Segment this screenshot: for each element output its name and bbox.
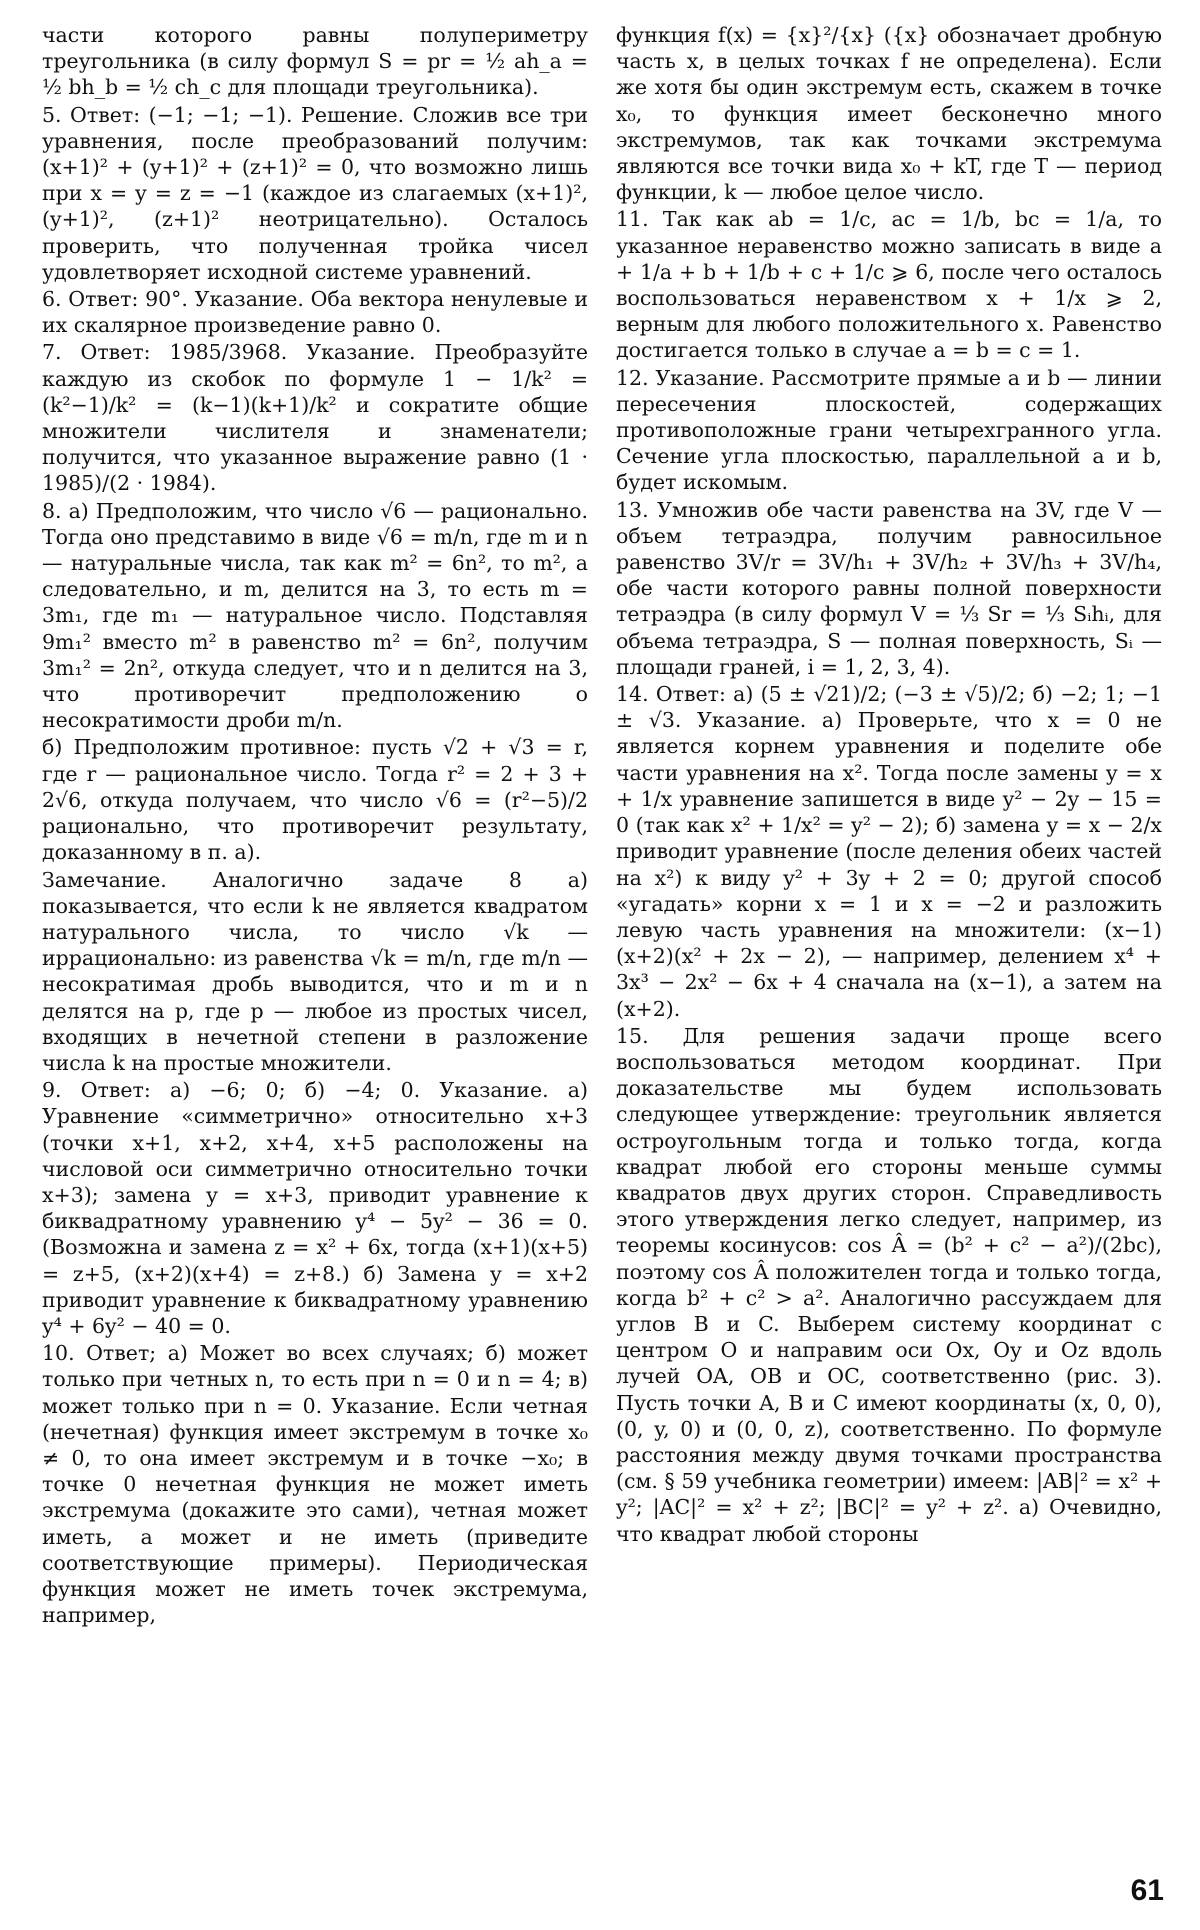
answer-6: 6. Ответ: 90°. Указание. Оба вектора ненулевые и их скалярное произведение равно 0. (42, 287, 588, 338)
answer-11: 11. Так как ab = 1/c, ac = 1/b, bc = 1/a, то указанное неравенство можно записать в виде a + 1/a + b + 1/b + c + 1/c ⩾ 6, после чего осталось воспользоваться неравенством x + 1/x ⩾ 2, верным для любого положительного x. Равенство достигается только в случае a = b = c = 1. (616, 207, 1162, 363)
right-column (616, 22, 1162, 1548)
left-column (42, 22, 588, 1629)
answer-15: 15. Для решения задачи проще всего воспользоваться методом координат. При доказательстве мы будем использовать следующее утверждение: треугольник является остроугольным тогда и только тогда, когда квадрат любой его стороны меньше суммы квадратов двух других сторон. Справедливость этого утверждения легко следует, например, из теоремы косинусов: cos Â = (b² + c² − a²)/(2bc), поэтому cos Â положителен тогда и только тогда, когда b² + c² > a². Аналогично рассуждаем для углов B и C. Выберем систему координат с центром O и направим оси Ox, Oy и Oz вдоль лучей OA, OB и OC, соответственно (рис. 3). Пусть точки A, B и C имеют координаты (x, 0, 0), (0, y, 0) и (0, 0, z), соответственно. По формуле расстояния между двумя точками пространства (см. § 59 учебника геометрии) имеем: |AB|² = x² + y²; |AC|² = x² + z²; |BC|² = y² + z². а) Очевидно, что квадрат любой стороны (616, 1023, 1162, 1546)
answer-13: 13. Умножив обе части равенства на 3V, где V — объем тетраэдра, получим равносильное равенство 3V/r = 3V/h₁ + 3V/h₂ + 3V/h₃ + 3V/h₄, обе части которого равны полной поверхности тетраэдра (в силу формул V = ⅓ Sr = ⅓ Sᵢhᵢ, для объема тетраэдра, S — полная поверхность, Sᵢ — площади граней, i = 1, 2, 3, 4). (616, 497, 1162, 679)
remark-8: Замечание. Аналогично задаче 8 а) показывается, что если k не является квадратом натурального числа, то число √k — иррационально: из равенства √k = m/n, где m/n — несократимая дробь выводится, что и m и n делятся на p, где p — любое из простых чисел, входящих в нечетной степени в разложение числа k на простые множители. (42, 867, 588, 1075)
answer-14: 14. Ответ: а) (5 ± √21)/2; (−3 ± √5)/2; б) −2; 1; −1 ± √3. Указание. а) Проверьте, что x = 0 не является корнем уравнения и поделите обе части уравнения на x². Тогда после замены y = x + 1/x уравнение запишется в виде y² − 2y − 15 = 0 (так как x² + 1/x² = y² − 2); б) замена y = x − 2/x приводит уравнение (после деления обеих частей на x²) к виду y² + 3y + 2 = 0; другой способ «угадать» корни x = 1 и x = −2 и разложить левую часть уравнения на множители: (x−1)(x+2)(x² + 2x − 2), — например, делением x⁴ + 3x³ − 2x² − 6x + 4 сначала на (x−1), а затем на (x+2). (616, 682, 1162, 1021)
answer-5: 5. Ответ: (−1; −1; −1). Решение. Сложив все три уравнения, после преобразований получим: (x+1)² + (y+1)² + (z+1)² = 0, что возможно лишь при x = y = z = −1 (каждое из слагаемых (x+1)², (y+1)², (z+1)² неотрицательно). Осталось проверить, что полученная тройка чисел удовлетворяет исходной системе уравнений. (42, 102, 588, 284)
paragraph-area-formula: части которого равны полупериметру треугольника (в силу формул S = pr = ½ ah_a = ½ bh_b = ½ ch_c для площади треугольника). (42, 23, 588, 100)
answer-10: 10. Ответ; а) Может во всех случаях; б) может только при четных n, то есть при n = 0 и n = 4; в) может только при n = 0. Указание. Если четная (нечетная) функция имеет экстремум в точке x₀ ≠ 0, то она имеет экстремум и в точке −x₀; в точке 0 нечетная функция не может иметь экстремума (докажите это сами), четная может иметь, а может и не иметь (приведите соответствующие примеры). Периодическая функция может не иметь точек экстремума, например, (42, 1341, 588, 1628)
answer-8b: б) Предположим противное: пусть √2 + √3 = r, где r — рациональное число. Тогда r² = 2 + 3 + 2√6, откуда получаем, что число √6 = (r²−5)/2 рационально, что противоречит результату, доказанному в п. а). (42, 735, 588, 865)
page-number: 61 (1130, 1874, 1164, 1907)
answer-12: 12. Указание. Рассмотрите прямые a и b — линии пересечения плоскостей, содержащих противоположные грани четырехгранного угла. Сечение угла плоскостью, параллельной a и b, будет искомым. (616, 365, 1162, 495)
answer-10-continued: функция f(x) = {x}²/{x} ({x} обозначает дробную часть x, в целых точках f не определена). Если же хотя бы один экстремум есть, скажем в точке x₀, то функция имеет бесконечно много экстремумов, так как точками экстремума являются все точки вида x₀ + kT, где T — период функции, k — любое целое число. (616, 23, 1162, 205)
answer-7: 7. Ответ: 1985/3968. Указание. Преобразуйте каждую из скобок по формуле 1 − 1/k² = (k²−1)/k² = (k−1)(k+1)/k² и сократите общие множители числителя и знаменатели; получится, что указанное выражение равно (1 · 1985)/(2 · 1984). (42, 340, 588, 496)
answer-8a: 8. а) Предположим, что число √6 — рационально. Тогда оно представимо в виде √6 = m/n, где m и n — натуральные числа, так как m² = 6n², то m², а следовательно, и m, делится на 3, то есть m = 3m₁, где m₁ — натуральное число. Подставляя 9m₁² вместо m² в равенство m² = 6n², получим 3m₁² = 2n², откуда следует, что и n делится на 3, что противоречит предположению о несократимости дроби m/n. (42, 498, 588, 733)
answer-9: 9. Ответ: а) −6; 0; б) −4; 0. Указание. а) Уравнение «симметрично» относительно x+3 (точки x+1, x+2, x+4, x+5 расположены на числовой оси симметрично относительно точки x+3); замена y = x+3, приводит уравнение к биквадратному уравнению y⁴ − 5y² − 36 = 0. (Возможна и замена z = x² + 6x, тогда (x+1)(x+5) = z+5, (x+2)(x+4) = z+8.) б) Замена y = x+2 приводит уравнение к биквадратному уравнению y⁴ + 6y² − 40 = 0. (42, 1078, 588, 1338)
